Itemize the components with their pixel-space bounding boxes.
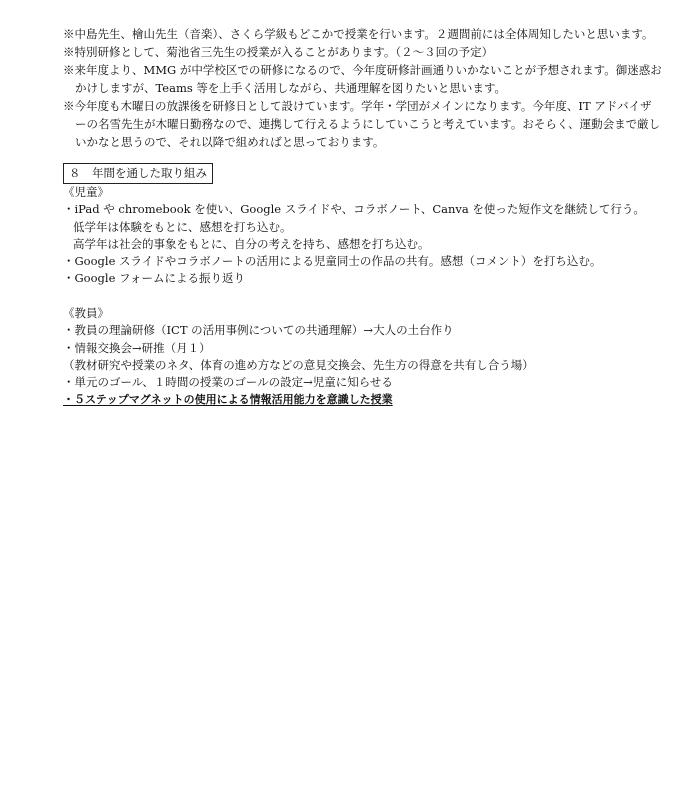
note-item: ※特別研修として、菊池省三先生の授業が入ることがあります。（２～３回の予定）: [63, 45, 494, 59]
list-item: ・Google フォームによる振り返り: [63, 271, 245, 286]
list-item: 低学年は体験をもとに、感想を打ち込む。: [73, 219, 292, 234]
list-item: （教材研究や授業のネタ、体育の進め方などの意見交換会、先生方の得意を共有し合う場）: [63, 357, 534, 372]
list-item: ・情報交換会→研推（月１）: [63, 340, 211, 355]
children-section: [63, 184, 663, 288]
list-item: ・Google スライドやコラボノートの活用による児童同士の作品の共有。感想（コメント）を打ち込む。: [63, 254, 602, 269]
emphasis-text: ・５ステップマグネットの使用による情報活用能力を意識した授業: [63, 393, 393, 407]
list-item: ・iPad や chromebook を使い、Google スライドや、コラボノート、Canva を使った短作文を継続して行う。: [63, 202, 645, 217]
emphasis-item: [63, 391, 663, 408]
notes-block: [63, 25, 663, 151]
list-item: ・教員の理論研修（ICT の活用事例についての共通理解）→大人の土台作り: [63, 323, 454, 338]
note-item: ※中島先生、檜山先生（音楽）、さくら学級もどこかで授業を行います。２週間前には全体周知したいと思います。: [63, 27, 654, 41]
note-item: ※来年度より、MMG が中学校区での研修になるので、今年度研修計画通りいかないことが予想されます。御迷惑おかけしますが、Teams 等を上手く活用しながら、共通理解を図りたいと思います。: [63, 63, 662, 95]
section-heading: ８ 年間を通した取り組み: [63, 163, 213, 184]
list-item: 高学年は社会的事象をもとに、自分の考えを持ち、感想を打ち込む。: [73, 236, 430, 251]
teachers-section: [63, 305, 663, 409]
children-heading: 《児童》: [63, 185, 109, 199]
note-item: ※今年度も木曜日の放課後を研修日として設けています。学年・学団がメインになります。今年度、IT アドバイザーの名雪先生が木曜日勤務なので、連携して行えるようにしていこうと考えています。おそらく、運動会まで厳しいかなと思うので、それ以降で組めればと思っております。: [63, 99, 661, 149]
list-item: ・単元のゴール、１時間の授業のゴールの設定→児童に知らせる: [63, 375, 393, 390]
teachers-heading: 《教員》: [63, 306, 109, 320]
